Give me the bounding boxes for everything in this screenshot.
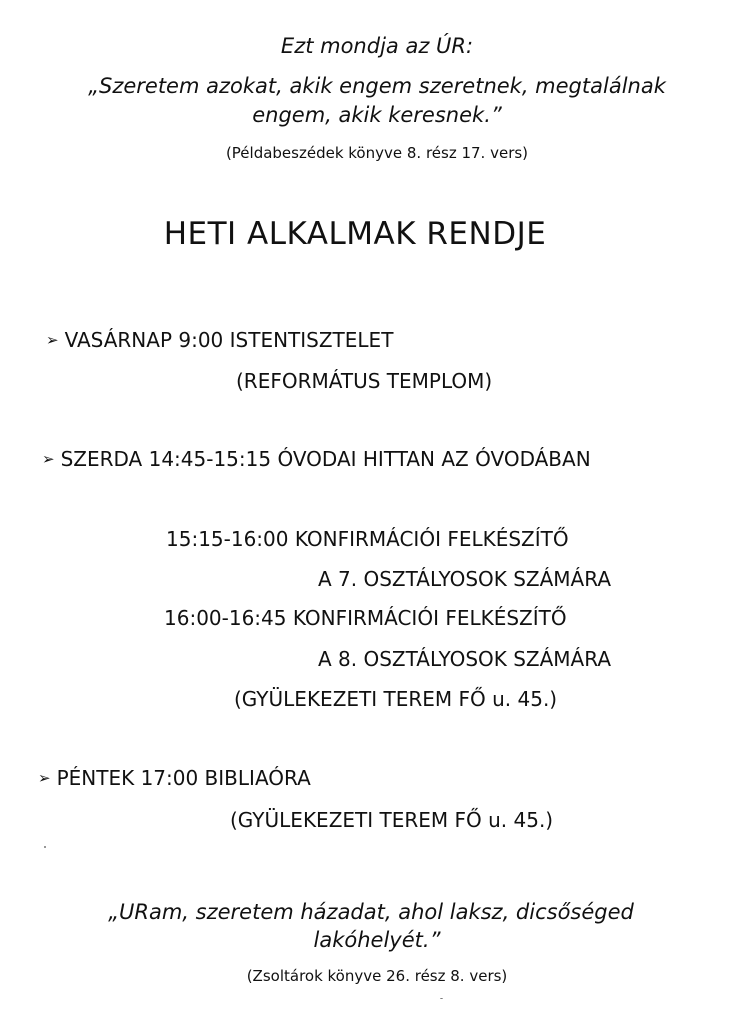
schedule-item-friday (38, 766, 311, 790)
verse-reference: (Példabeszédek könyve 8. rész 17. vers) (225, 144, 529, 162)
bottom-verse-reference: (Zsoltárok könyve 26. rész 8. vers) (246, 967, 508, 985)
wednesday-place: (GYÜLEKEZETI TEREM FŐ u. 45.) (234, 687, 558, 711)
arrow-bullet-icon: ➢ (46, 331, 59, 349)
bottom-verse-line-2: lakóhelyét.” (313, 928, 441, 952)
wednesday-slot2-line1: 15:15-16:00 KONFIRMÁCIÓI FELKÉSZÍTŐ (166, 527, 569, 551)
page-title: HETI ALKALMAK RENDJE (163, 216, 547, 252)
scan-speck (440, 998, 443, 999)
friday-place: (GYÜLEKEZETI TEREM FŐ u. 45.) (230, 808, 554, 832)
sunday-line: VASÁRNAP 9:00 ISTENTISZTELET (64, 328, 394, 352)
schedule-item-sunday (46, 328, 393, 352)
wednesday-slot2-line2: A 7. OSZTÁLYOSOK SZÁMÁRA (318, 567, 612, 591)
scan-speck (44, 846, 46, 848)
wednesday-slot3-line2: A 8. OSZTÁLYOSOK SZÁMÁRA (318, 647, 612, 671)
verse-line-2: engem, akik keresnek.” (252, 103, 502, 127)
verse-line-1: „Szeretem azokat, akik engem szeretnek, megtalálnak (88, 74, 666, 98)
sunday-place: (REFORMÁTUS TEMPLOM) (236, 369, 493, 393)
schedule-item-wednesday (42, 447, 591, 471)
arrow-bullet-icon: ➢ (42, 450, 55, 468)
verse-intro: Ezt mondja az ÚR: (280, 34, 474, 58)
arrow-bullet-icon: ➢ (38, 769, 51, 787)
friday-line: PÉNTEK 17:00 BIBLIAÓRA (56, 766, 311, 790)
wednesday-slot3-line1: 16:00-16:45 KONFIRMÁCIÓI FELKÉSZÍTŐ (164, 606, 567, 630)
bottom-verse-line-1: „URam, szeretem házadat, ahol laksz, dicsőséged (108, 900, 634, 924)
wednesday-line: SZERDA 14:45-15:15 ÓVODAI HITTAN AZ ÓVODÁBAN (60, 447, 591, 471)
